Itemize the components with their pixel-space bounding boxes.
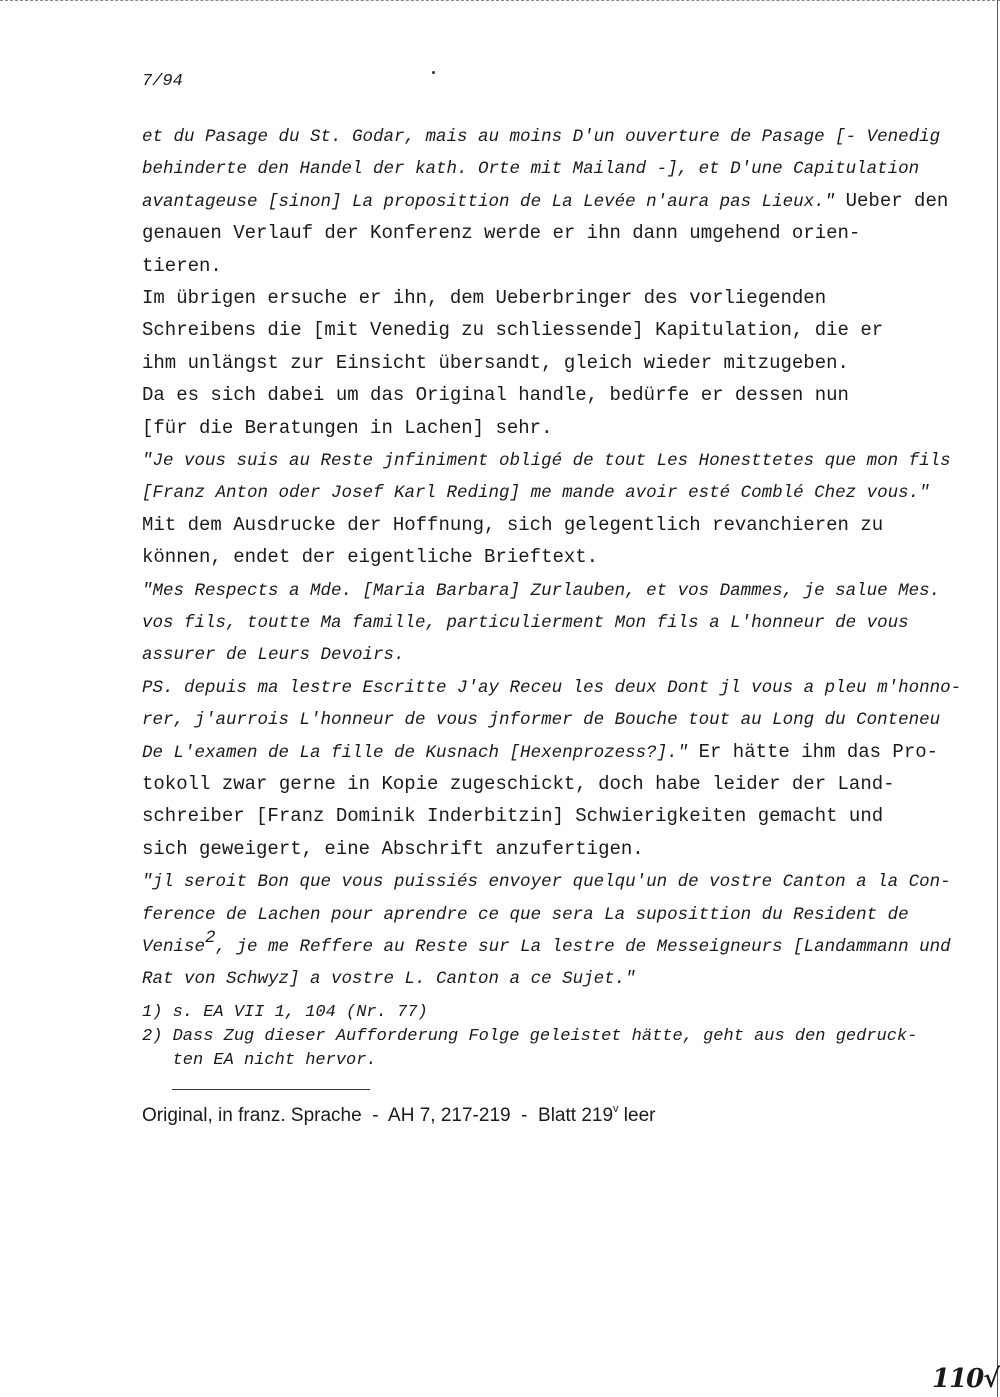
italic-quote: ference de Lachen pour aprendre ce que sera La suposittion du Resident de bbox=[142, 904, 909, 925]
text-line bbox=[142, 578, 940, 603]
text-line: sich geweigert, eine Abschrift anzufertigen. bbox=[142, 837, 644, 860]
italic-quote: "Je vous suis au Reste jnfiniment obligé de tout Les Honesttetes que mon fils bbox=[142, 451, 951, 471]
text-line bbox=[142, 610, 909, 635]
summary-text: Er hätte ihm das Pro- bbox=[698, 740, 939, 763]
text-line: können, endet der eigentliche Brieftext. bbox=[142, 546, 599, 569]
text-line: ihm unlängst zur Einsicht übersandt, gleich wieder mitzugeben. bbox=[142, 351, 849, 374]
text-line bbox=[142, 740, 938, 765]
text-line: Da es sich dabei um das Original handle, bedürfe er dessen nun bbox=[142, 384, 849, 407]
text-line: Schreibens die [mit Venedig zu schliessende] Kapitulation, die er bbox=[142, 319, 884, 342]
italic-quote: Rat von Schwyz] a vostre L. Canton a ce Sujet." bbox=[142, 969, 636, 990]
text-line: Mit dem Ausdrucke der Hoffnung, sich gelegentlich revanchieren zu bbox=[142, 513, 884, 536]
italic-quote: "Mes Respects a Mde. [Maria Barbara] Zurlauben, et vos Dammes, je salue Mes. bbox=[142, 580, 941, 601]
text-line: [für die Beratungen in Lachen] sehr. bbox=[142, 416, 553, 439]
italic-quote: et du Pasage du St. Godar, mais au moins D'un ouverture de Pasage [- Venedig bbox=[142, 127, 941, 147]
footnote-line: 2) Dass Zug dieser Aufforderung Folge geleistet hätte, geht aus den gedruck- bbox=[142, 1027, 918, 1046]
italic-quote: , je me Reffere au Reste sur La lestre de Messeigneurs [Landammann und bbox=[215, 937, 951, 957]
speck-mark bbox=[432, 71, 435, 74]
italic-quote: assurer de Leurs Devoirs. bbox=[142, 645, 405, 666]
italic-quote: [Franz Anton oder Josef Karl Reding] me mande avoir esté Comblé Chez vous." bbox=[142, 483, 930, 504]
text-line: Im übrigen ersuche er ihn, dem Ueberbringer des vorliegenden bbox=[142, 287, 827, 309]
folio-stamp: 110√ bbox=[932, 1364, 1000, 1394]
summary-text: Ueber den bbox=[845, 189, 949, 212]
text-line bbox=[142, 156, 919, 181]
page-edge-top bbox=[0, 0, 1000, 2]
text-line: schreiber [Franz Dominik Inderbitzin] Schwierigkeiten gemacht und bbox=[142, 805, 884, 828]
source-prefix: Original, in franz. Sprache - AH 7, 217-219 - Blatt 219 bbox=[142, 1105, 614, 1126]
text-line bbox=[142, 675, 961, 700]
italic-quote: vos fils, toutte Ma famille, particulierment Mon fils a L'honneur de vous bbox=[142, 613, 909, 633]
italic-quote: "jl seroit Bon que vous puissiés envoyer quelqu'un de vostre Canton a la Con- bbox=[142, 872, 951, 893]
text-line bbox=[142, 448, 951, 473]
source-superscript: v bbox=[613, 1102, 619, 1115]
italic-quote: Venise bbox=[142, 937, 206, 957]
footnote-rule bbox=[172, 1089, 370, 1090]
page-number: 7/94 bbox=[142, 72, 183, 91]
text-line bbox=[142, 480, 930, 505]
source-line bbox=[142, 1102, 656, 1127]
text-line bbox=[142, 966, 636, 991]
text-line bbox=[142, 869, 951, 894]
italic-quote: PS. depuis ma lestre Escritte J'ay Receu les deux Dont jl vous a pleu m'honno- bbox=[142, 677, 962, 698]
source-suffix: leer bbox=[618, 1105, 656, 1126]
text-line bbox=[142, 927, 951, 959]
text-line bbox=[142, 189, 948, 214]
text-line bbox=[142, 642, 405, 667]
text-line: genauen Verlauf der Konferenz werde er ihn dann umgehend orien- bbox=[142, 222, 861, 245]
footnote-ref: 2 bbox=[205, 927, 216, 948]
italic-quote: De L'examen de La fille de Kusnach [Hexenprozess?]." bbox=[142, 742, 699, 763]
text-line bbox=[142, 707, 940, 732]
text-line: tieren. bbox=[142, 254, 222, 277]
italic-quote: rer, j'aurrois L'honneur de vous jnformer de Bouche tout au Long du Conteneu bbox=[142, 710, 941, 731]
text-line bbox=[142, 902, 909, 927]
footnote-line: ten EA nicht hervor. bbox=[142, 1051, 377, 1070]
italic-quote: avantageuse [sinon] La proposittion de La Levée n'aura pas Lieux." bbox=[142, 191, 846, 212]
text-line bbox=[142, 124, 940, 149]
footnote-line: 1) s. EA VII 1, 104 (Nr. 77) bbox=[142, 1003, 428, 1022]
text-line: tokoll zwar gerne in Kopie zugeschickt, doch habe leider der Land- bbox=[142, 773, 895, 795]
italic-quote: behinderte den Handel der kath. Orte mit Mailand -], et D'une Capitulation bbox=[142, 159, 920, 180]
page-edge-right bbox=[997, 0, 998, 1397]
